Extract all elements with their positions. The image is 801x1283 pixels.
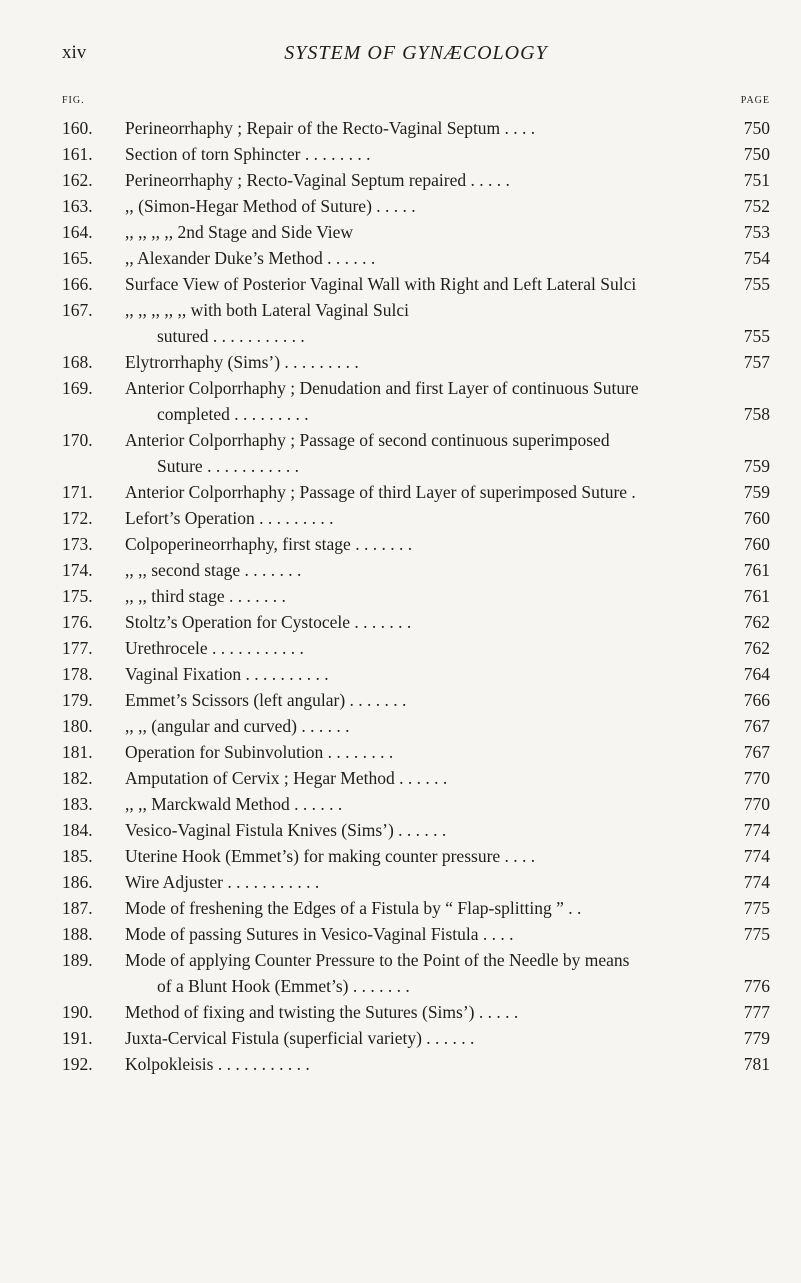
figure-number: 174. xyxy=(62,560,93,580)
figure-title: Perineorrhaphy ; Repair of the Recto-Vaginal Septum . . . . xyxy=(125,118,536,138)
list-item xyxy=(62,947,770,973)
page-reference: 774 xyxy=(743,820,770,840)
figure-number: 184. xyxy=(62,820,93,840)
list-item xyxy=(62,843,770,869)
figure-number: 172. xyxy=(62,508,93,528)
page-reference: 781 xyxy=(743,1054,770,1074)
page-reference: 775 xyxy=(743,898,770,918)
list-item xyxy=(62,115,770,141)
list-item xyxy=(62,739,770,765)
list-item xyxy=(62,245,770,271)
page-reference: 762 xyxy=(743,638,770,658)
figure-title: Anterior Colporrhaphy ; Passage of second continuous superimposed xyxy=(125,430,610,450)
list-item xyxy=(62,141,770,167)
figure-title: ,, ,, ,, ,, 2nd Stage and Side View xyxy=(125,222,354,242)
figure-number: 171. xyxy=(62,482,93,502)
page-reference: 755 xyxy=(743,326,770,346)
figure-number: 183. xyxy=(62,794,93,814)
page-number: xiv xyxy=(62,42,87,63)
page-reference: 775 xyxy=(743,924,770,944)
figure-number: 165. xyxy=(62,248,93,268)
page-reference: 750 xyxy=(743,144,770,164)
page-reference: 776 xyxy=(743,976,770,996)
list-item xyxy=(62,765,770,791)
figure-title: Mode of freshening the Edges of a Fistula by “ Flap-splitting ” . . xyxy=(125,898,582,918)
figure-title: ,, ,, third stage . . . . . . . xyxy=(125,586,286,606)
page-reference: 755 xyxy=(743,274,770,294)
page-reference: 770 xyxy=(743,794,770,814)
figure-title: ,, ,, ,, ,, ,, with both Lateral Vaginal Sulci xyxy=(125,300,410,320)
list-item xyxy=(62,193,770,219)
figure-title: ,, ,, Marckwald Method . . . . . . xyxy=(125,794,343,814)
figure-title: Surface View of Posterior Vaginal Wall with Right and Left Lateral Sulci xyxy=(125,274,637,294)
figure-number: 167. xyxy=(62,300,93,320)
page-reference: 761 xyxy=(743,560,770,580)
figure-number: 186. xyxy=(62,872,93,892)
list-item xyxy=(62,531,770,557)
figure-number: 166. xyxy=(62,274,93,294)
column-headings xyxy=(62,95,770,109)
figure-number: 160. xyxy=(62,118,93,138)
list-item xyxy=(62,271,770,297)
page-reference: 766 xyxy=(743,690,770,710)
page-reference: 774 xyxy=(743,846,770,866)
list-item xyxy=(62,817,770,843)
figure-title: Urethrocele . . . . . . . . . . . xyxy=(125,638,304,658)
figure-number: 188. xyxy=(62,924,93,944)
figure-number: 187. xyxy=(62,898,93,918)
page-column-heading: PAGE xyxy=(740,95,770,106)
page-reference: 777 xyxy=(743,1002,770,1022)
page-reference: 757 xyxy=(743,352,770,372)
figure-title: Elytrorrhaphy (Sims’) . . . . . . . . . xyxy=(125,352,359,372)
figure-title: Lefort’s Operation . . . . . . . . . xyxy=(125,508,334,528)
figure-title: ,, ,, (angular and curved) . . . . . . xyxy=(125,716,350,736)
list-item xyxy=(62,479,770,505)
figure-number: 173. xyxy=(62,534,93,554)
page-reference: 759 xyxy=(743,482,770,502)
figure-title: Operation for Subinvolution . . . . . . . . xyxy=(125,742,394,762)
figure-number: 161. xyxy=(62,144,93,164)
list-item xyxy=(62,427,770,453)
figure-title: Suture . . . . . . . . . . . xyxy=(157,456,299,476)
figure-number: 162. xyxy=(62,170,93,190)
figure-title: ,, (Simon-Hegar Method of Suture) . . . . . xyxy=(125,196,416,216)
list-item xyxy=(62,973,770,999)
figure-title: Stoltz’s Operation for Cystocele . . . . . . . xyxy=(125,612,412,632)
figure-title: Section of torn Sphincter . . . . . . . . xyxy=(125,144,371,164)
figure-title: of a Blunt Hook (Emmet’s) . . . . . . . xyxy=(157,976,410,996)
list-item xyxy=(62,167,770,193)
figure-number: 190. xyxy=(62,1002,93,1022)
list-item xyxy=(62,453,770,479)
list-item xyxy=(62,921,770,947)
list-item xyxy=(62,635,770,661)
figure-title: Mode of applying Counter Pressure to the Point of the Needle by means xyxy=(125,950,630,970)
figure-list xyxy=(62,115,770,1077)
figure-number: 192. xyxy=(62,1054,93,1074)
figure-title: Vesico-Vaginal Fistula Knives (Sims’) . . . . . . xyxy=(125,820,447,840)
figure-title: Perineorrhaphy ; Recto-Vaginal Septum repaired . . . . . xyxy=(125,170,510,190)
list-item xyxy=(62,609,770,635)
list-item xyxy=(62,401,770,427)
page-reference: 753 xyxy=(743,222,770,242)
figure-title: Emmet’s Scissors (left angular) . . . . . . . xyxy=(125,690,407,710)
figure-number: 185. xyxy=(62,846,93,866)
page-reference: 764 xyxy=(743,664,770,684)
figure-title: Uterine Hook (Emmet’s) for making counter pressure . . . . xyxy=(125,846,536,866)
figure-title: Anterior Colporrhaphy ; Passage of third Layer of superimposed Suture . xyxy=(125,482,636,502)
page-reference: 774 xyxy=(743,872,770,892)
figure-number: 163. xyxy=(62,196,93,216)
page-reference: 760 xyxy=(743,534,770,554)
page-reference: 767 xyxy=(743,716,770,736)
page-reference: 779 xyxy=(743,1028,770,1048)
figure-number: 168. xyxy=(62,352,93,372)
figure-number: 176. xyxy=(62,612,93,632)
figure-number: 182. xyxy=(62,768,93,788)
figure-title: Method of fixing and twisting the Sutures (Sims’) . . . . . xyxy=(125,1002,519,1022)
list-item xyxy=(62,323,770,349)
list-item xyxy=(62,999,770,1025)
list-item xyxy=(62,219,770,245)
fig-column-heading: FIG. xyxy=(62,95,85,106)
list-item xyxy=(62,297,770,323)
figure-title: ,, ,, second stage . . . . . . . xyxy=(125,560,302,580)
list-item xyxy=(62,869,770,895)
figure-title: Juxta-Cervical Fistula (superficial variety) . . . . . . xyxy=(125,1028,475,1048)
page-header xyxy=(62,42,770,68)
figure-number: 175. xyxy=(62,586,93,606)
figure-number: 177. xyxy=(62,638,93,658)
figure-number: 189. xyxy=(62,950,93,970)
figure-title: ,, Alexander Duke’s Method . . . . . . xyxy=(125,248,376,268)
page-reference: 762 xyxy=(743,612,770,632)
running-title: SYSTEM OF GYNÆCOLOGY xyxy=(284,42,548,64)
figure-number: 178. xyxy=(62,664,93,684)
page-reference: 761 xyxy=(743,586,770,606)
page-reference: 754 xyxy=(743,248,770,268)
figure-title: Kolpokleisis . . . . . . . . . . . xyxy=(125,1054,310,1074)
figure-title: completed . . . . . . . . . xyxy=(157,404,309,424)
page-reference: 758 xyxy=(743,404,770,424)
list-item xyxy=(62,661,770,687)
list-item xyxy=(62,791,770,817)
figure-title: Vaginal Fixation . . . . . . . . . . xyxy=(125,664,329,684)
figure-title: Amputation of Cervix ; Hegar Method . . . . . . xyxy=(125,768,448,788)
figure-title: Wire Adjuster . . . . . . . . . . . xyxy=(125,872,320,892)
page-reference: 759 xyxy=(743,456,770,476)
page-reference: 770 xyxy=(743,768,770,788)
figure-number: 180. xyxy=(62,716,93,736)
page-reference: 760 xyxy=(743,508,770,528)
figure-title: Colpoperineorrhaphy, first stage . . . . . . . xyxy=(125,534,413,554)
list-item xyxy=(62,1051,770,1077)
list-item xyxy=(62,557,770,583)
list-item xyxy=(62,1025,770,1051)
figure-title: Anterior Colporrhaphy ; Denudation and first Layer of continuous Suture xyxy=(125,378,639,398)
list-item xyxy=(62,687,770,713)
list-item xyxy=(62,713,770,739)
figure-number: 169. xyxy=(62,378,93,398)
figure-number: 179. xyxy=(62,690,93,710)
figure-title: Mode of passing Sutures in Vesico-Vaginal Fistula . . . . xyxy=(125,924,514,944)
page-reference: 767 xyxy=(743,742,770,762)
list-item xyxy=(62,895,770,921)
page-reference: 752 xyxy=(743,196,770,216)
page-reference: 750 xyxy=(743,118,770,138)
list-item xyxy=(62,505,770,531)
figure-title: sutured . . . . . . . . . . . xyxy=(157,326,305,346)
page-reference: 751 xyxy=(743,170,770,190)
figure-number: 181. xyxy=(62,742,93,762)
list-item xyxy=(62,349,770,375)
figure-number: 164. xyxy=(62,222,93,242)
list-item xyxy=(62,375,770,401)
list-item xyxy=(62,583,770,609)
figure-number: 170. xyxy=(62,430,93,450)
figure-number: 191. xyxy=(62,1028,93,1048)
